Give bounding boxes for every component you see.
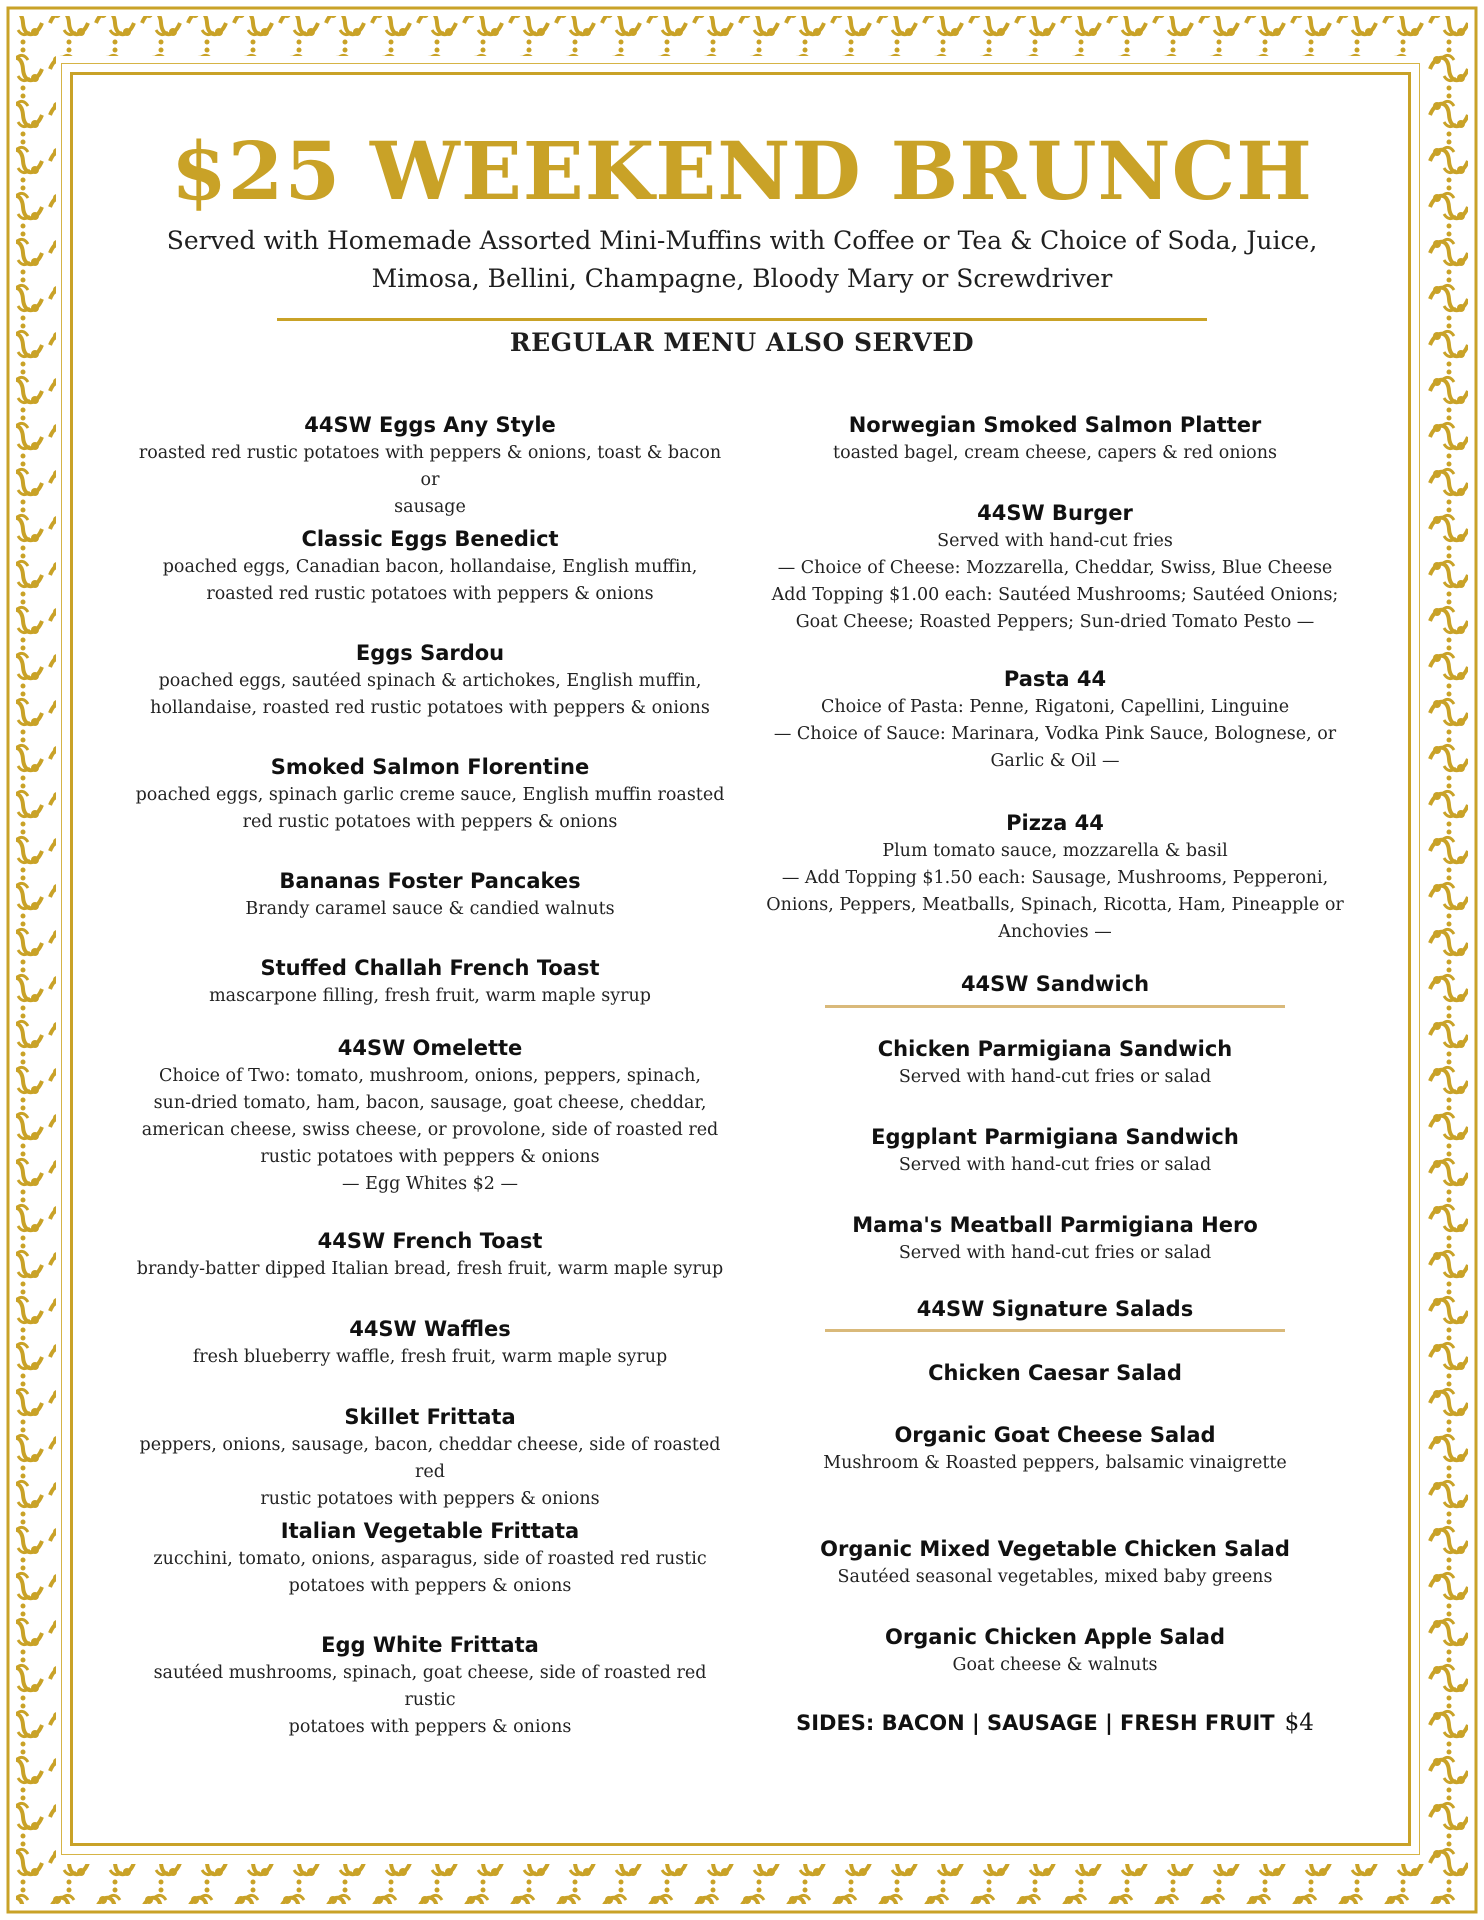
menu-item-name: Egg White Frittata bbox=[321, 1633, 539, 1657]
divider bbox=[825, 1329, 1285, 1332]
menu-item-description: roasted red rustic potatoes with peppers & onions bbox=[206, 584, 654, 604]
menu-item-description: — Choice of Sauce: Marinara, Vodka Pink Sauce, Bolognese, or bbox=[773, 724, 1337, 744]
menu-item-description: poached eggs, sautéed spinach & artichokes, English muffin, bbox=[158, 671, 702, 691]
menu-item-description: rustic potatoes with peppers & onions bbox=[260, 1489, 600, 1509]
menu-item-description: rustic potatoes with peppers & onions bbox=[260, 1147, 600, 1167]
menu-item-name: 44SW Burger bbox=[977, 501, 1133, 525]
menu-item-description: Served with hand-cut fries or salad bbox=[898, 1067, 1212, 1087]
menu-item bbox=[130, 1402, 730, 1513]
menu-item-name: Norwegian Smoked Salmon Platter bbox=[848, 413, 1262, 437]
menu-item-name: 44SW French Toast bbox=[317, 1229, 543, 1253]
menu-item-description: Goat Cheese; Roasted Peppers; Sun-dried Tomato Pesto — bbox=[795, 612, 1315, 632]
menu-item-description: — Add Topping $1.50 each: Sausage, Mushrooms, Pepperoni, bbox=[781, 868, 1329, 888]
menu-item-description: Served with hand-cut fries or salad bbox=[898, 1155, 1212, 1175]
menu-item-name: Eggs Sardou bbox=[355, 641, 505, 665]
menu-item-name: 44SW Omelette bbox=[337, 1036, 523, 1060]
menu-item-description: Plum tomato sauce, mozzarella & basil bbox=[882, 841, 1228, 861]
menu-item-description: peppers, onions, sausage, bacon, cheddar cheese, side of roasted red bbox=[139, 1435, 721, 1482]
menu-item bbox=[130, 752, 730, 836]
menu-item-description: Served with hand-cut fries bbox=[937, 531, 1173, 551]
subtitle bbox=[160, 222, 1324, 298]
menu-item-name: Organic Goat Cheese Salad bbox=[894, 1423, 1216, 1447]
menu-item-description: Onions, Peppers, Meatballs, Spinach, Ricotta, Ham, Pineapple or bbox=[766, 895, 1344, 915]
menu-item bbox=[755, 1420, 1355, 1477]
menu-item bbox=[130, 1314, 730, 1371]
menu-item bbox=[755, 664, 1355, 775]
divider bbox=[825, 1005, 1285, 1008]
menu-item-description: Sautéed seasonal vegetables, mixed baby greens bbox=[837, 1567, 1273, 1587]
menu-item bbox=[755, 1358, 1355, 1388]
sandwich-heading: 44SW Sandwich bbox=[960, 972, 1150, 996]
menu-item-name: Stuffed Challah French Toast bbox=[260, 956, 600, 980]
menu-item bbox=[130, 638, 730, 722]
menu-item-description: Served with hand-cut fries or salad bbox=[898, 1243, 1212, 1263]
menu-item-description: Choice of Two: tomato, mushroom, onions, peppers, spinach, bbox=[159, 1066, 701, 1086]
menu-item-name: Organic Chicken Apple Salad bbox=[885, 1625, 1225, 1649]
menu-item bbox=[130, 953, 730, 1010]
salads-heading: 44SW Signature Salads bbox=[916, 1297, 1194, 1321]
menu-item-description: red rustic potatoes with peppers & onions bbox=[242, 812, 618, 832]
menu-item-name: Eggplant Parmigiana Sandwich bbox=[871, 1125, 1239, 1149]
menu-item bbox=[130, 866, 730, 923]
menu-item-name: Bananas Foster Pancakes bbox=[279, 869, 581, 893]
menu-item bbox=[755, 808, 1355, 946]
menu-item-description: sautéed mushrooms, spinach, goat cheese, side of roasted red rustic bbox=[153, 1663, 707, 1710]
sides-price: $4 bbox=[1284, 1710, 1314, 1736]
menu-item-name: Organic Mixed Vegetable Chicken Salad bbox=[820, 1537, 1290, 1561]
menu-item-description: zucchini, tomato, onions, asparagus, side of roasted red rustic bbox=[153, 1549, 707, 1569]
menu-item-description: toasted bagel, cream cheese, capers & red onions bbox=[833, 443, 1277, 463]
menu-item bbox=[130, 1226, 730, 1283]
menu-item-description: Goat cheese & walnuts bbox=[952, 1655, 1158, 1675]
menu-item-description: Anchovies — bbox=[998, 922, 1112, 942]
menu-item bbox=[130, 1033, 730, 1198]
menu-item-description: mascarpone filling, fresh fruit, warm maple syrup bbox=[209, 986, 651, 1006]
menu-item-description: — Egg Whites $2 — bbox=[342, 1174, 518, 1194]
subtitle-line: Served with Homemade Assorted Mini-Muffins with Coffee or Tea & Choice of Soda, Juice, bbox=[166, 226, 1318, 255]
menu-item-description: fresh blueberry waffle, fresh fruit, warm maple syrup bbox=[192, 1347, 668, 1367]
menu-item bbox=[755, 1534, 1355, 1591]
menu-item bbox=[130, 1516, 730, 1600]
regular-menu-note: REGULAR MENU ALSO SERVED bbox=[509, 328, 975, 357]
menu-item-name: Pasta 44 bbox=[1003, 667, 1107, 691]
menu-item-description: hollandaise, roasted red rustic potatoes with peppers & onions bbox=[150, 698, 710, 718]
menu-item-description: Brandy caramel sauce & candied walnuts bbox=[245, 899, 615, 919]
menu-item-description: Mushroom & Roasted peppers, balsamic vinaigrette bbox=[823, 1453, 1287, 1473]
menu-item-name: Classic Eggs Benedict bbox=[301, 527, 559, 551]
page-title: $25 WEEKEND BRUNCH bbox=[171, 124, 1313, 218]
menu-item-description: — Choice of Cheese: Mozzarella, Cheddar, Swiss, Blue Cheese bbox=[777, 558, 1333, 578]
menu-item-description: Choice of Pasta: Penne, Rigatoni, Capellini, Linguine bbox=[820, 697, 1290, 717]
divider bbox=[277, 318, 1207, 321]
menu-item-description: roasted red rustic potatoes with peppers & onions, toast & bacon or bbox=[138, 443, 722, 490]
menu-item bbox=[130, 524, 730, 608]
sides-line bbox=[755, 1710, 1355, 1736]
menu-item-description: poached eggs, Canadian bacon, hollandaise, English muffin, bbox=[162, 557, 698, 577]
menu-item-description: Garlic & Oil — bbox=[990, 751, 1120, 771]
menu-item-name: Chicken Caesar Salad bbox=[928, 1361, 1182, 1385]
menu-item-description: poached eggs, spinach garlic creme sauce, English muffin roasted bbox=[135, 785, 725, 805]
menu-item-description: potatoes with peppers & onions bbox=[288, 1576, 572, 1596]
menu-item-description: american cheese, swiss cheese, or provolone, side of roasted red bbox=[141, 1120, 719, 1140]
menu-item bbox=[130, 1630, 730, 1741]
menu-item bbox=[755, 1122, 1355, 1179]
menu-item-name: 44SW Waffles bbox=[349, 1317, 511, 1341]
menu-item-name: Pizza 44 bbox=[1006, 811, 1104, 835]
menu-item bbox=[755, 498, 1355, 636]
menu-item-name: Chicken Parmigiana Sandwich bbox=[877, 1037, 1233, 1061]
menu-item-description: sausage bbox=[394, 497, 466, 517]
menu-item-name: Skillet Frittata bbox=[344, 1405, 516, 1429]
menu-item bbox=[130, 410, 730, 521]
menu-item-description: potatoes with peppers & onions bbox=[288, 1717, 572, 1737]
menu-item-description: brandy-batter dipped Italian bread, fresh fruit, warm maple syrup bbox=[136, 1259, 724, 1279]
menu-item-description: sun-dried tomato, ham, bacon, sausage, goat cheese, cheddar, bbox=[153, 1093, 707, 1113]
menu-item-name: 44SW Eggs Any Style bbox=[304, 413, 556, 437]
menu-item bbox=[755, 1210, 1355, 1267]
menu-item-name: Italian Vegetable Frittata bbox=[280, 1519, 580, 1543]
sides-label: SIDES: BACON | SAUSAGE | FRESH FRUIT bbox=[796, 1711, 1275, 1735]
menu-item bbox=[755, 1622, 1355, 1679]
menu-item-description: Add Topping $1.00 each: Sautéed Mushrooms; Sautéed Onions; bbox=[771, 585, 1339, 605]
menu-item bbox=[755, 410, 1355, 467]
menu-item bbox=[755, 1034, 1355, 1091]
menu-item-name: Smoked Salmon Florentine bbox=[270, 755, 590, 779]
menu-item-name: Mama's Meatball Parmigiana Hero bbox=[852, 1213, 1258, 1237]
subtitle-line: Mimosa, Bellini, Champagne, Bloody Mary or Screwdriver bbox=[371, 264, 1113, 293]
